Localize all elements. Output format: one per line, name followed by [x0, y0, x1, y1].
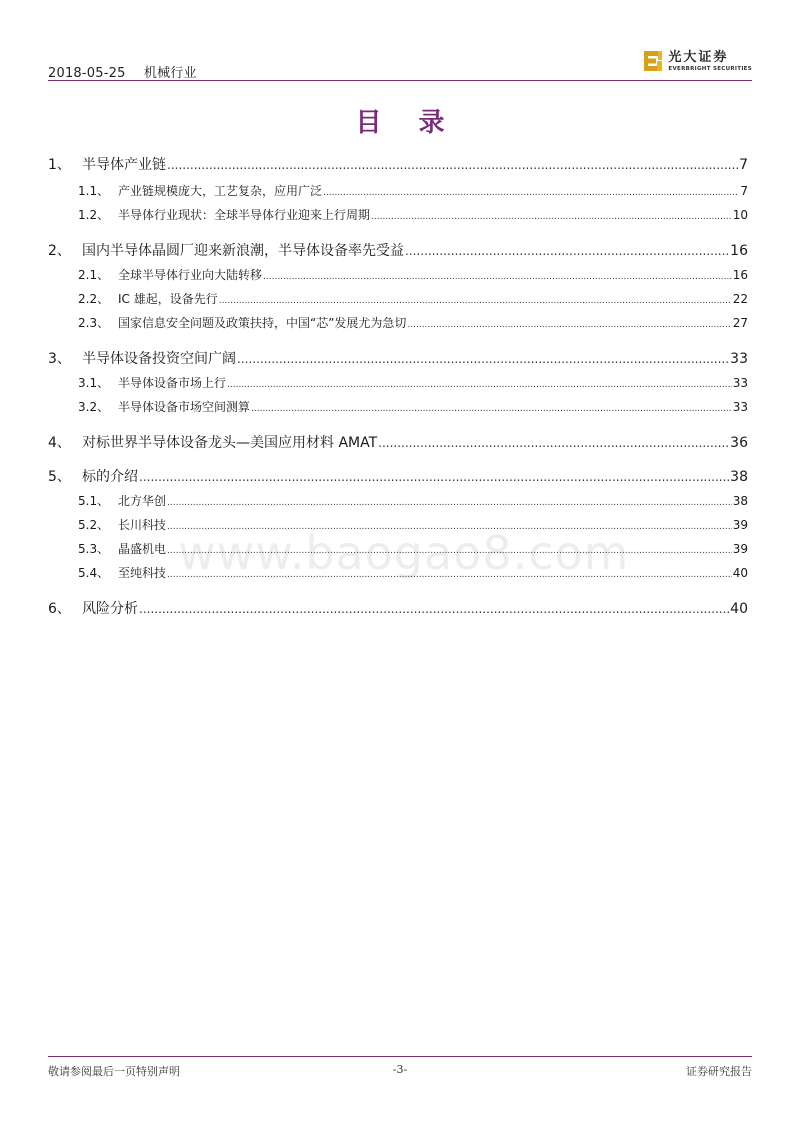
toc-entry[interactable]	[48, 314, 748, 331]
toc-entry-label[interactable]: 半导体产业链	[82, 157, 166, 173]
toc-entry[interactable]	[48, 240, 748, 260]
toc-entry[interactable]	[48, 154, 748, 174]
toc-entry-page: 7	[740, 184, 748, 198]
toc-entry-label[interactable]: 对标世界半导体设备龙头—美国应用材料 AMAT	[82, 435, 378, 451]
toc-entry-number: 2.3、	[78, 316, 110, 330]
toc-entry-number: 4、	[48, 435, 71, 451]
toc-entry-label[interactable]: 风险分析	[82, 601, 138, 617]
toc-entry-page: 39	[732, 542, 748, 556]
toc-entry-page: 16	[730, 243, 748, 259]
toc-leader-dots	[237, 352, 729, 366]
toc-entry[interactable]	[48, 466, 748, 486]
toc-entry[interactable]	[48, 290, 748, 307]
toc-entry-page: 27	[732, 316, 748, 330]
toc-entry[interactable]	[48, 398, 748, 415]
toc-entry-page: 33	[730, 351, 748, 367]
toc-entry-number: 3.1、	[78, 376, 110, 390]
logo-en-text: EVERBRIGHT SECURITIES	[668, 66, 752, 72]
toc-entry-number: 5、	[48, 469, 71, 485]
toc-leader-dots	[219, 296, 732, 306]
toc-entry-number: 1、	[48, 157, 71, 173]
toc-entry-label[interactable]: 半导体设备市场空间测算	[118, 400, 251, 414]
toc-entry-number: 3.2、	[78, 400, 110, 414]
toc-entry[interactable]	[48, 374, 748, 391]
toc-leader-dots	[167, 158, 738, 172]
toc-entry-page: 16	[732, 268, 748, 282]
toc-leader-dots	[139, 470, 729, 484]
footer-report-type: 证券研究报告	[686, 1065, 752, 1078]
toc-entry-label[interactable]: 国家信息安全问题及政策扶持，中国“芯”发展尤为急切	[118, 316, 407, 330]
toc-entry-number: 6、	[48, 601, 71, 617]
toc-entry-page: 33	[732, 376, 748, 390]
toc-entry-number: 1.2、	[78, 208, 110, 222]
toc-entry[interactable]	[48, 348, 748, 368]
page-footer	[48, 1056, 752, 1078]
toc-entry-number: 5.4、	[78, 566, 110, 580]
toc-entry-label[interactable]: 半导体设备投资空间广阔	[82, 351, 236, 367]
toc-entry-number: 2.2、	[78, 292, 110, 306]
logo-cn-text: 光大证券	[668, 50, 729, 65]
toc-entry[interactable]	[48, 432, 748, 452]
toc-entry-page: 40	[730, 601, 748, 617]
toc-entry-number: 5.2、	[78, 518, 110, 532]
toc-leader-dots	[139, 602, 729, 616]
toc-entry[interactable]	[48, 266, 748, 283]
toc-leader-dots	[405, 244, 729, 258]
industry-label: 机械行业	[143, 66, 197, 81]
toc-entry-page: 33	[732, 400, 748, 414]
toc-leader-dots	[407, 320, 731, 330]
toc-entry-number: 1.1、	[78, 184, 110, 198]
header-meta	[48, 62, 211, 81]
toc-entry-label[interactable]: 国内半导体晶圆厂迎来新浪潮，半导体设备率先受益	[82, 243, 404, 259]
toc-entry-page: 36	[730, 435, 748, 451]
toc-entry[interactable]	[48, 492, 748, 509]
toc-entry-label[interactable]: 晶盛机电	[118, 542, 167, 556]
company-logo	[643, 50, 752, 78]
toc-entry[interactable]	[48, 206, 748, 223]
toc-entry-number: 5.3、	[78, 542, 110, 556]
toc-leader-dots	[263, 272, 732, 282]
toc-entry-number: 3、	[48, 351, 71, 367]
page-number: -3-	[392, 1063, 408, 1076]
toc-entry-page: 10	[732, 208, 748, 222]
toc-entry-label[interactable]: IC 雄起，设备先行	[118, 292, 218, 306]
toc-entry-label[interactable]: 标的介绍	[82, 469, 138, 485]
toc-entry-label[interactable]: 至纯科技	[118, 566, 167, 580]
toc-entry-page: 38	[732, 494, 748, 508]
toc-entry-page: 22	[732, 292, 748, 306]
toc-entry-page: 39	[732, 518, 748, 532]
watermark: www.baogao8.com	[178, 526, 630, 580]
toc-entry-page: 38	[730, 469, 748, 485]
toc-entry-label[interactable]: 产业链规模庞大，工艺复杂，应用广泛	[118, 184, 323, 198]
toc-leader-dots	[371, 212, 732, 222]
toc-leader-dots	[378, 436, 729, 450]
toc-entry[interactable]	[48, 182, 748, 199]
toc-entry-number: 5.1、	[78, 494, 110, 508]
toc-entry-label[interactable]: 长川科技	[118, 518, 167, 532]
page-title: 目 录	[355, 108, 459, 138]
toc-entry-label[interactable]: 半导体行业现状：全球半导体行业迎来上行周期	[118, 208, 371, 222]
toc-leader-dots	[167, 498, 732, 508]
toc-leader-dots	[323, 188, 739, 198]
toc-entry-label[interactable]: 全球半导体行业向大陆转移	[118, 268, 263, 282]
everbright-logo-icon	[643, 50, 663, 72]
toc-entry-label[interactable]: 北方华创	[118, 494, 167, 508]
toc-entry-label[interactable]: 半导体设备市场上行	[118, 376, 227, 390]
footer-disclaimer: 敬请参阅最后一页特别声明	[48, 1065, 180, 1078]
toc-entry[interactable]	[48, 598, 748, 618]
toc-entry-number: 2、	[48, 243, 71, 259]
toc-leader-dots	[251, 404, 732, 414]
toc-entry-page: 40	[732, 566, 748, 580]
toc-entry-number: 2.1、	[78, 268, 110, 282]
report-date: 2018-05-25	[48, 66, 126, 81]
toc-entry-page: 7	[739, 157, 748, 173]
toc-leader-dots	[227, 380, 732, 390]
page-header	[48, 50, 752, 81]
